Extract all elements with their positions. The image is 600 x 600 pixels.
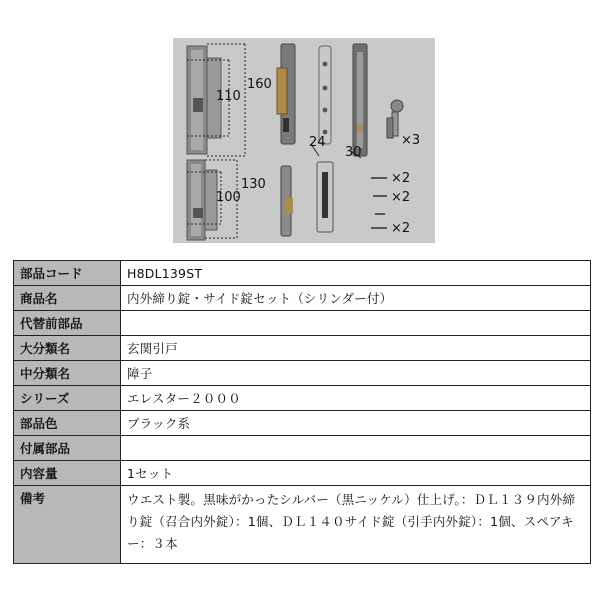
spec-label: 部品コード bbox=[14, 261, 121, 286]
spec-row-sub-category bbox=[14, 361, 591, 386]
qty-label-screw-1: ×2 bbox=[391, 171, 411, 186]
screws bbox=[371, 178, 387, 228]
spec-value: 1セット bbox=[121, 461, 591, 486]
dim-label-100: 100 bbox=[216, 190, 241, 205]
side-lock-faceplate bbox=[281, 166, 293, 236]
dim-label-24: 24 bbox=[309, 135, 326, 150]
side-lock-plate bbox=[353, 44, 367, 156]
spec-label: 大分類名 bbox=[14, 336, 121, 361]
spec-row-replaced-part bbox=[14, 311, 591, 336]
qty-label-screw-3: ×2 bbox=[391, 221, 411, 236]
side-lock-strike bbox=[317, 162, 333, 232]
spec-value: 内外締り錠・サイド錠セット（シリンダー付） bbox=[121, 286, 591, 311]
spec-row-remarks bbox=[14, 486, 591, 564]
spec-row-accessories bbox=[14, 436, 591, 461]
spec-label: 部品色 bbox=[14, 411, 121, 436]
spec-row-series bbox=[14, 386, 591, 411]
dim-label-110: 110 bbox=[216, 89, 241, 104]
product-parts-illustration bbox=[173, 38, 435, 243]
spec-label: 内容量 bbox=[14, 461, 121, 486]
qty-label-screw-2: ×2 bbox=[391, 190, 411, 205]
spec-value: 障子 bbox=[121, 361, 591, 386]
spec-row-color bbox=[14, 411, 591, 436]
dim-label-30: 30 bbox=[345, 145, 362, 160]
spec-value: ウエスト製。黒味がかったシルバー（黒ニッケル）仕上げ。：ＤＬ１３９内外締り錠（召合内外錠）：1個、ＤＬ１４０サイド錠（引手内外錠）：1個、スペアキー：３本 bbox=[121, 486, 591, 564]
spec-label: 付属部品 bbox=[14, 436, 121, 461]
dim-label-160: 160 bbox=[247, 77, 272, 92]
spec-label: 中分類名 bbox=[14, 361, 121, 386]
spec-value: H8DL139ST bbox=[121, 261, 591, 286]
strike-plate bbox=[319, 46, 331, 144]
spec-table bbox=[13, 260, 591, 564]
spec-value bbox=[121, 311, 591, 336]
qty-label-keys: ×3 bbox=[401, 133, 421, 148]
product-photo bbox=[173, 38, 435, 243]
spec-value bbox=[121, 436, 591, 461]
spec-row-part-code bbox=[14, 261, 591, 286]
spec-value: 玄関引戸 bbox=[121, 336, 591, 361]
dim-label-130: 130 bbox=[241, 177, 266, 192]
spec-label: 代替前部品 bbox=[14, 311, 121, 336]
spec-row-product-name bbox=[14, 286, 591, 311]
spec-value: エレスター２０００ bbox=[121, 386, 591, 411]
spec-label: 備考 bbox=[14, 486, 121, 564]
cylinder-faceplate bbox=[277, 44, 295, 144]
spec-row-major-category bbox=[14, 336, 591, 361]
spec-label: 商品名 bbox=[14, 286, 121, 311]
spec-row-quantity bbox=[14, 461, 591, 486]
spec-value: ブラック系 bbox=[121, 411, 591, 436]
spec-label: シリーズ bbox=[14, 386, 121, 411]
